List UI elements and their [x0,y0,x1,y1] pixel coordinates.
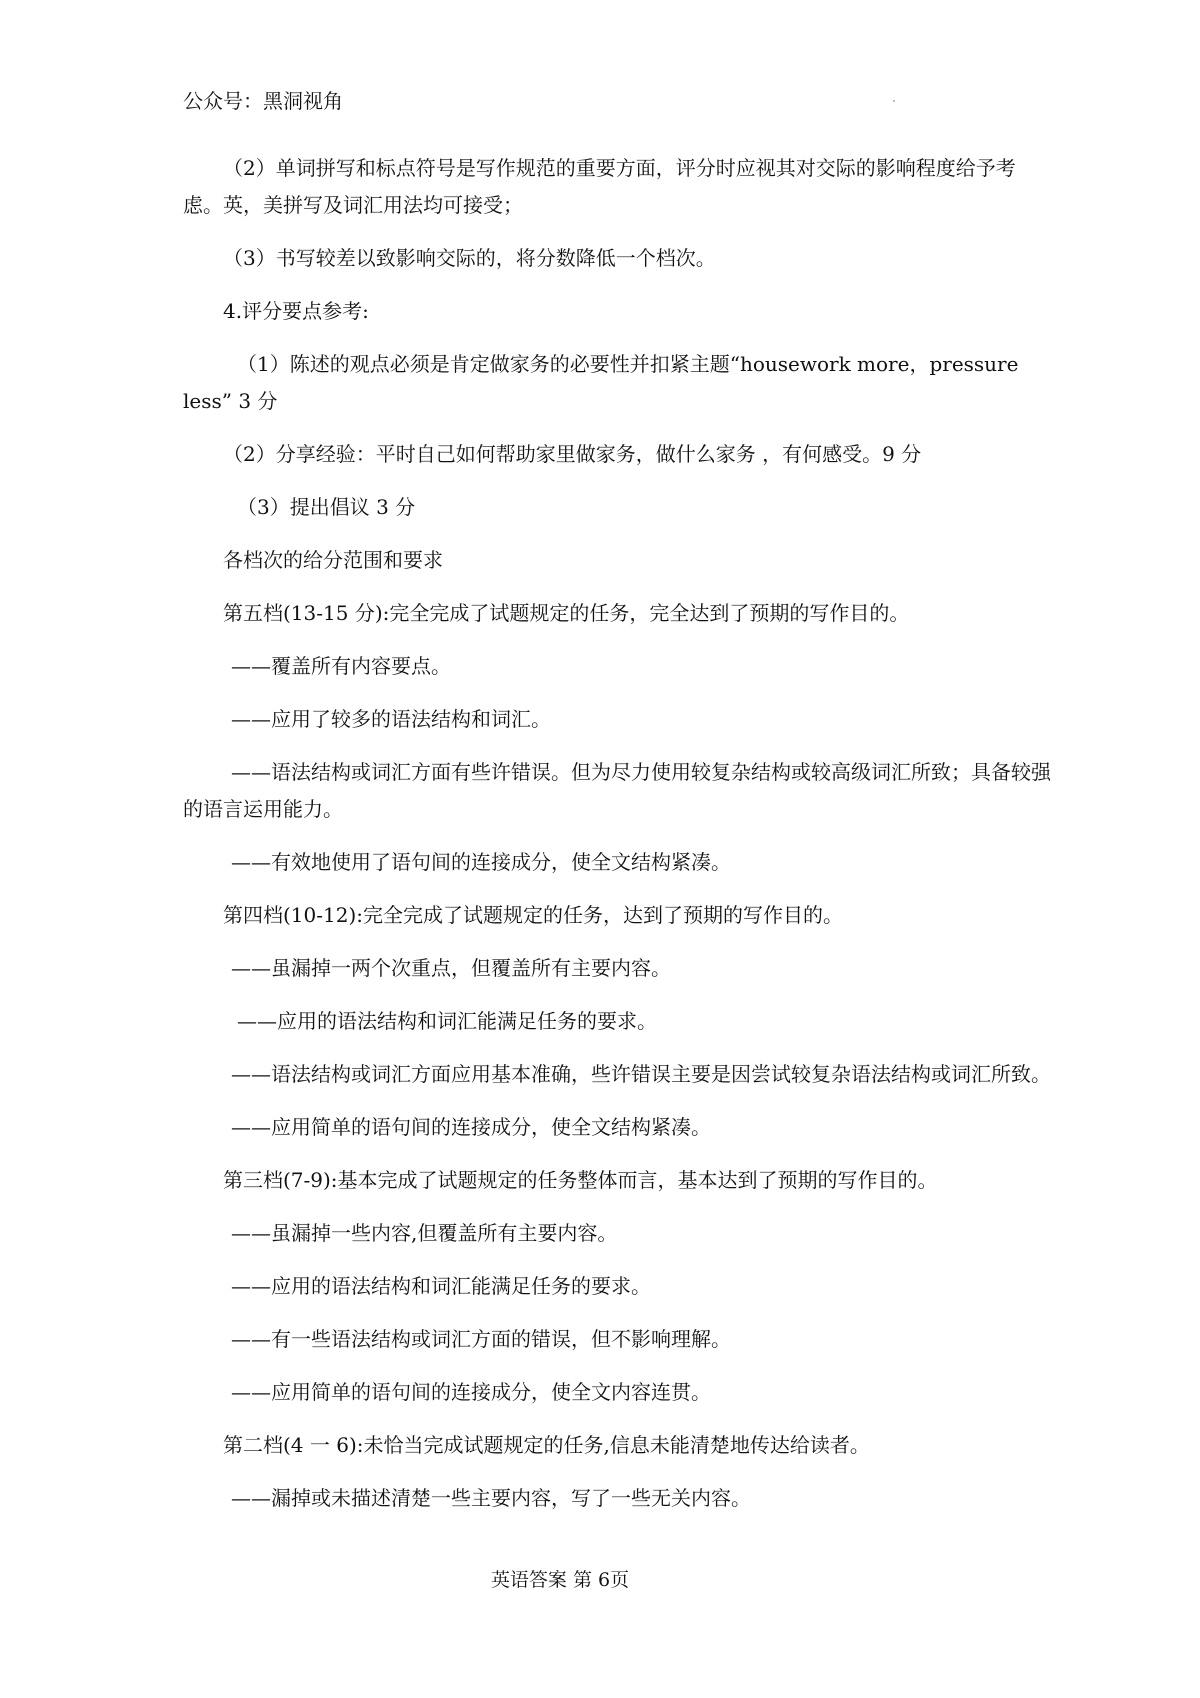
scoring-point-1: （1）陈述的观点必须是肯定做家务的必要性并扣紧主题“housework more，pressure less” 3 分 [183,352,1019,413]
rule-handwriting: （3）书写较差以致影响交际的，将分数降低一个档次。 [223,246,716,270]
grade-5-item: ——语法结构或词汇方面有些许错误。但为尽力使用较复杂结构或较高级词汇所致；具备较强的语言运用能力。 [183,760,1051,821]
grade-4-item: ——语法结构或词汇方面应用基本准确，些许错误主要是因尝试较复杂语法结构或词汇所致。 [231,1062,1051,1086]
header-label: 公众号：黑洞视角 [183,89,343,113]
scoring-point-2: （2）分享经验：平时自己如何帮助家里做家务，做什么家务 ，有何感受。9 分 [223,442,922,466]
page-footer: 英语答案 第 6页 [490,1569,630,1591]
document-body [183,150,1053,1517]
scan-speck [893,100,895,102]
grade-3-heading: 第三档(7-9):基本完成了试题规定的任务整体而言，基本达到了预期的写作目的。 [223,1168,938,1192]
grade-5-heading: 第五档(13-15 分):完全完成了试题规定的任务，完全达到了预期的写作目的。 [223,601,910,625]
rule-spelling-punctuation: （2）单词拼写和标点符号是写作规范的重要方面，评分时应视其对交际的影响程度给予考虑。英，美拼写及词汇用法均可接受； [183,156,1016,217]
grade-ranges-heading: 各档次的给分范围和要求 [223,548,443,572]
grade-4-heading: 第四档(10-12):完全完成了试题规定的任务，达到了预期的写作目的。 [223,903,843,927]
grade-3-item: ——应用的语法结构和词汇能满足任务的要求。 [231,1274,651,1298]
grade-3-item: ——虽漏掉一些内容,但覆盖所有主要内容。 [231,1221,618,1245]
scoring-point-3: （3）提出倡议 3 分 [237,495,416,519]
grade-2-heading: 第二档(4 一 6):未恰当完成试题规定的任务,信息未能清楚地传达给读者。 [223,1433,870,1457]
grade-4-item: ——应用的语法结构和词汇能满足任务的要求。 [237,1009,657,1033]
grade-4-item: ——虽漏掉一两个次重点，但覆盖所有主要内容。 [231,956,671,980]
grade-2-item: ——漏掉或未描述清楚一些主要内容，写了一些无关内容。 [231,1486,751,1510]
grade-3-item: ——应用简单的语句间的连接成分，使全文内容连贯。 [231,1380,711,1404]
grade-4-item: ——应用简单的语句间的连接成分，使全文结构紧凑。 [231,1115,711,1139]
grade-5-item: ——有效地使用了语句间的连接成分，使全文结构紧凑。 [231,850,731,874]
grade-3-item: ——有一些语法结构或词汇方面的错误，但不影响理解。 [231,1327,731,1351]
scoring-points-heading: 4.评分要点参考: [223,299,369,323]
grade-5-item: ——覆盖所有内容要点。 [231,654,451,678]
grade-5-item: ——应用了较多的语法结构和词汇。 [231,707,551,731]
